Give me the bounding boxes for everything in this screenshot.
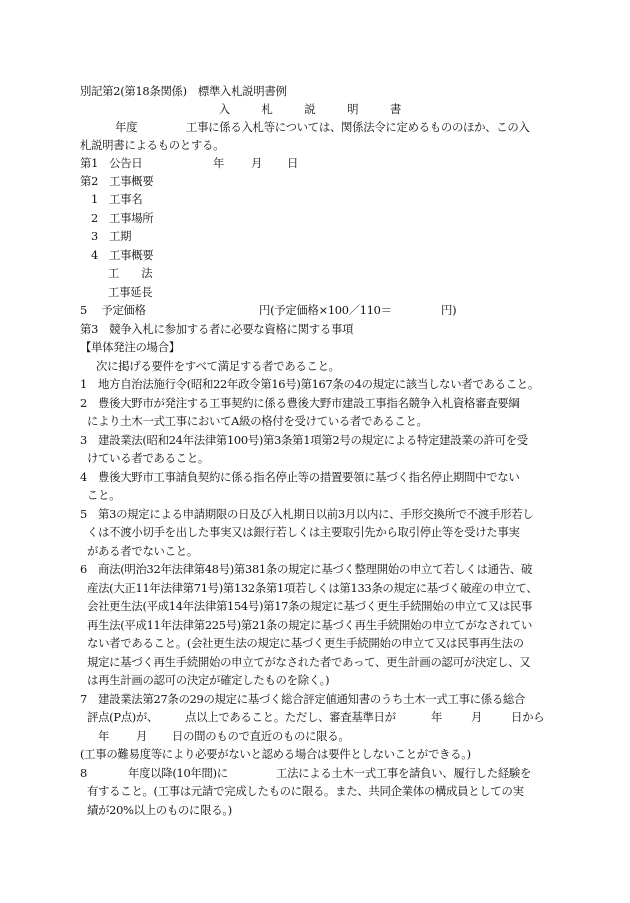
intro-line-2: 札説明書によるものとする。 [80,138,225,152]
overview-item: 1 工事名 [91,192,143,206]
requirement-8-line: 績が20%以上のものに限る。) [87,803,232,817]
requirement-8-line: 有すること。(工事は元請で完成したものに限る。また、共同企業体の構成員としての実 [87,784,524,798]
overview-method: 工 法 [108,266,153,280]
form-caption: 別記第2(第18条関係) 標準入札説明書例 [80,84,287,98]
requirement-5-line: がある者でないこと。 [87,544,198,558]
requirement-7-year-2: 年 [98,729,110,743]
requirement-4-line: 4 豊後大野市工事請負契約に係る指名停止等の措置要領に基づく指名停止期間中でない [80,470,520,484]
requirement-6-line: 会社更生法(平成14年法律第154号)第17条の規定に基づく更生手続開始の申立て又は民事 [87,599,533,613]
section-1-label: 第1 公告日 [80,156,143,170]
requirement-7-day-from: 日から [511,710,545,724]
overview-item: 3 工期 [91,229,132,243]
requirement-7-score-label: 評点(P点)が、 [87,710,159,724]
notice-year: 年 [213,156,225,170]
requirement-7-year: 年 [431,710,443,724]
estimated-price-label: 5 予定価格 [80,303,146,317]
requirement-5-line: くは不渡小切手を出した事実又は銀行若しくは主要取引先から取引停止等を受けた事実 [87,525,520,539]
requirement-7-line: 7 建設業法第27条の29の規定に基づく総合評定値通知書のうち土木一式工事に係る総合 [80,692,526,706]
requirement-7-score-rest: 点以上であること。ただし、審査基準日が [185,710,396,724]
requirement-4-line: こと。 [87,488,121,502]
overview-item: 2 工事場所 [91,211,154,225]
requirement-3-line: けている者であること。 [87,451,209,465]
requirement-6-line: 6 商法(明治32年法律第48号)第381条の規定に基づく整理開始の申立て若しくは通告、破 [80,562,533,576]
difficulty-note: (工事の難易度等により必要がないと認める場合は要件としないことができる。) [80,747,471,761]
notice-day: 日 [287,156,299,170]
requirement-3-line: 3 建設業法(昭和24年法律第100号)第3条第1項第2号の規定による特定建設業の許可を受 [80,433,528,447]
requirement-8-number: 8 [80,766,87,780]
overview-length: 工事延長 [108,285,153,299]
section-3-label: 第3 競争入札に参加する者に必要な資格に関する事項 [80,322,354,336]
estimated-price-close: 円) [441,303,457,317]
requirement-6-line: ない者であること。(会社更生法の規定に基づく更生手続開始の申立て又は民事再生法の [87,636,524,650]
requirement-7-month-2: 月 [136,729,148,743]
single-order-heading: 【単体発注の場合】 [80,340,180,354]
document-title: 入 札 説 明 書 [218,102,412,116]
intro-year-word: 年度 [115,120,138,134]
requirement-5-line: 5 第3の規定による申請期限の日及び入札期日以前3月以内に、手形交換所で不渡手形若し [80,507,534,521]
notice-month: 月 [251,156,263,170]
requirement-1: 1 地方自治法施行令(昭和22年政令第16号)第167条の4の規定に該当しない者であること。 [80,377,539,391]
requirement-6-line: 再生法(平成11年法律第225号)第21条の規定に基づく再生手続開始の申立てがなされてい [87,618,533,632]
requirement-8-period: 年度以降(10年間)に [128,766,228,780]
requirement-2-line: により土木一式工事においてA級の格付を受けている者であること。 [87,414,428,428]
requirements-lead: 次に掲げる要件をすべて満足する者であること。 [96,359,340,373]
requirement-8-method: 工法による土木一式工事を請負い、履行した経験を [276,766,532,780]
intro-line-1: 工事に係る入札等については、関係法令に定めるもののほか、この入 [186,120,530,134]
requirement-7-month: 月 [471,710,483,724]
section-2-label: 第2 工事概要 [80,174,154,188]
requirement-6-line: は再生計画の認可の決定が確定したものを除く。) [87,673,330,687]
estimated-price-formula: 円(予定価格×100／110＝ [259,303,392,317]
requirement-7-day-rest: 日の間のもので直近のものに限る。 [172,729,350,743]
requirement-6-line: 産法(大正11年法律第71号)第132条第1項若しくは第133条の規定に基づく破産の申立て、 [87,581,538,595]
requirement-2-line: 2 豊後大野市が発注する工事契約に係る豊後大野市建設工事指名競争入札資格審査要綱 [80,396,520,410]
requirement-6-line: 規定に基づく再生手続開始の申立てがなされた者であって、更生計画の認可が決定し、又 [87,655,531,669]
overview-item: 4 工事概要 [91,248,154,262]
